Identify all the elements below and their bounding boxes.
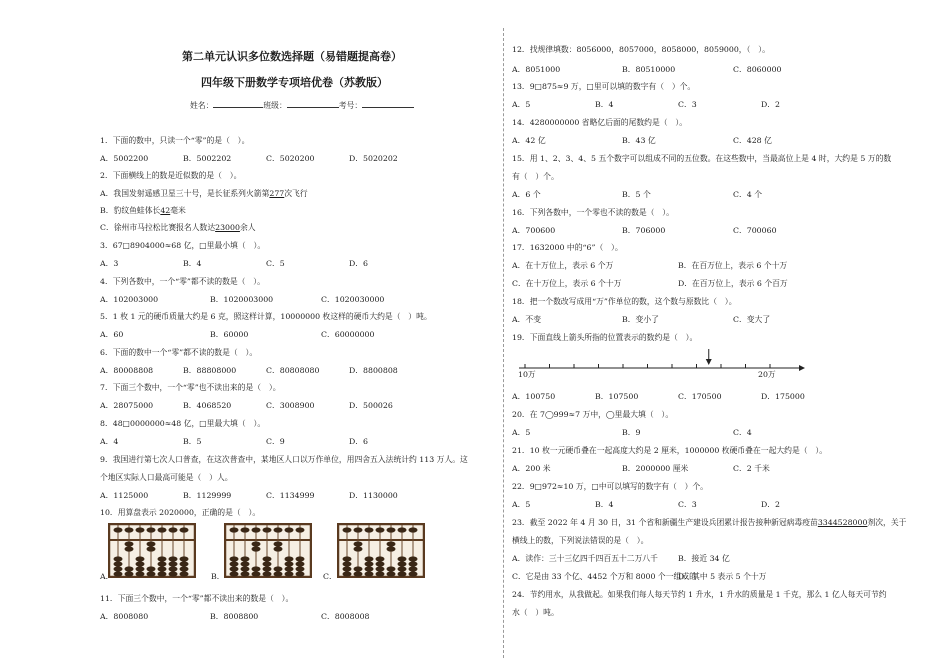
- q3-option-b: B．4: [183, 259, 202, 268]
- q13-option-d: D．2: [761, 100, 781, 109]
- abacus-a-image: [108, 523, 196, 578]
- q17-stem: 17．1632000 中的“6”（ ）。: [512, 243, 623, 252]
- q21-stem: 21．10 枚一元硬币叠在一起高度大约是 2 厘米，1000000 枚硬币叠在一起大约是（ ）。: [512, 446, 828, 455]
- abacus-c-image: [337, 523, 425, 578]
- q1-option-c: C．5020200: [266, 154, 315, 163]
- q10-option-b: B．: [211, 572, 225, 581]
- q6-stem: 6．下面的数中一个“零”都不读的数是（ ）。: [100, 348, 258, 357]
- q7-option-c: C．3008900: [266, 401, 315, 410]
- q2-option-c: C．徐州市马拉松比赛报名人数达23000余人: [100, 223, 256, 232]
- q15-option-c: C．4 个: [733, 190, 762, 199]
- q15-option-a: A．6 个: [512, 190, 541, 199]
- q3-option-c: C．5: [266, 259, 285, 268]
- q22-option-d: D．2: [761, 500, 781, 509]
- q19-option-b: B．107500: [595, 392, 639, 401]
- class-label: 班级：: [263, 101, 287, 110]
- q16-stem: 16．下列各数中，一个零也不读的数是（ ）。: [512, 208, 674, 217]
- q11-stem: 11．下面三个数中，一个“零”都不读出来的数是（ ）。: [100, 594, 294, 603]
- q19-axis-left-label: 10万: [518, 370, 536, 379]
- q5-option-a: A．60: [100, 330, 124, 339]
- q11-option-c: C．8008008: [321, 612, 370, 621]
- q21-option-c: C．2 千米: [733, 464, 770, 473]
- column-divider: [503, 28, 504, 658]
- q10-option-a: A．: [100, 572, 114, 581]
- q22-stem: 22．9□972≈10 万，□中可以填写的数字有（ ）个。: [512, 482, 708, 491]
- q21-option-b: B．2000000 厘米: [622, 464, 689, 473]
- q19-option-d: D．175000: [761, 392, 805, 401]
- q12-option-a: A．8051000: [512, 65, 561, 74]
- q4-option-a: A．102003000: [100, 295, 159, 304]
- q8-option-c: C．9: [266, 437, 285, 446]
- q8-option-d: D．6: [349, 437, 369, 446]
- q6-option-c: C．80808080: [266, 366, 320, 375]
- q14-stem: 14．4280000000 省略亿后面的尾数约是（ ）。: [512, 118, 688, 127]
- q7-option-b: B．4068520: [183, 401, 232, 410]
- q17-option-c: C．在十万位上，表示 6 个十万: [512, 279, 622, 288]
- q23-option-d: D．其中 5 表示 5 个十万: [678, 572, 767, 581]
- q15-stem-line1: 15．用 1、2、3、4、5 五个数字可以组成不同的五位数。在这些数中，当最高位上是 4 时，大约是 5 万的数: [512, 154, 892, 163]
- q5-stem: 5．1 枚 1 元的硬币质量大约是 6 克，照这样计算，10000000 枚这样的硬币大约是（ ）吨。: [100, 312, 432, 321]
- page-subtitle: 四年级下册数学专项培优卷（苏教版）: [201, 76, 388, 89]
- q22-option-c: C．3: [678, 500, 697, 509]
- q4-option-b: B．1020003000: [210, 295, 274, 304]
- q17-option-a: A．在十万位上，表示 6 个万: [512, 261, 614, 270]
- q8-option-a: A．4: [100, 437, 119, 446]
- q10-option-c: C．: [323, 572, 337, 581]
- q3-option-a: A．3: [100, 259, 119, 268]
- q1-option-d: D．5020202: [349, 154, 398, 163]
- q13-stem: 13．9□875≈9 万，□里可以填的数字有（ ）个。: [512, 82, 696, 91]
- q14-option-c: C．428 亿: [733, 136, 772, 145]
- q22-option-a: A．5: [512, 500, 531, 509]
- q9-option-b: B．1129999: [183, 491, 232, 500]
- q22-option-b: B．4: [595, 500, 614, 509]
- q12-stem: 12．找规律填数：8056000，8057000，8058000，8059000，（ ）。: [512, 45, 770, 54]
- q18-option-a: A．不变: [512, 315, 542, 324]
- page-title: 第二单元认识多位数选择题（易错题提高卷）: [182, 50, 402, 63]
- q9-option-c: C．1134999: [266, 491, 315, 500]
- q3-stem: 3．67□8904000≈68 亿，□里最小填（ ）。: [100, 241, 266, 250]
- q19-axis-right-label: 20万: [758, 370, 776, 379]
- q7-option-a: A．28075000: [100, 401, 154, 410]
- q23-stem-line2: 横线上的数，下列说法错误的是（ ）。: [512, 536, 649, 545]
- q16-option-b: B．706000: [622, 226, 666, 235]
- q16-option-a: A．700600: [512, 226, 556, 235]
- abacus-b-image: [224, 523, 312, 578]
- q14-option-a: A．42 亿: [512, 136, 546, 145]
- q15-option-b: B．5 个: [622, 190, 651, 199]
- q20-option-b: B．9: [622, 428, 641, 437]
- q6-option-b: B．88808000: [183, 366, 237, 375]
- q15-stem-line2: 有（ ）个。: [512, 172, 559, 181]
- q12-option-c: C．8060000: [733, 65, 782, 74]
- q13-option-a: A．5: [512, 100, 531, 109]
- q7-stem: 7．下面三个数中，一个“零”也不读出来的是（ ）。: [100, 383, 281, 392]
- q20-option-c: C．4: [733, 428, 752, 437]
- q17-option-b: B．在百万位上，表示 6 个十万: [678, 261, 788, 270]
- q14-option-b: B．43 亿: [622, 136, 656, 145]
- q2-option-b: B．豹纹鱼蛙体长42毫米: [100, 206, 186, 215]
- q18-stem: 18．把一个数改写成用“万”作单位的数，这个数与原数比（ ）。: [512, 297, 737, 306]
- q7-option-d: D．500026: [349, 401, 393, 410]
- q5-option-b: B．60000: [210, 330, 249, 339]
- q9-option-a: A．1125000: [100, 491, 149, 500]
- q23-option-a: A．读作：三十三亿四千四百五十二万八千: [512, 554, 658, 563]
- q9-stem-line2: 个地区实际人口最高可能是（ ）人。: [100, 473, 233, 482]
- q2-option-a: A．我国发射遥感卫星三十号，是长征系列火箭第277次飞行: [100, 189, 308, 198]
- q6-option-a: A．80008808: [100, 366, 154, 375]
- q23-option-c: C．它是由 33 个亿、4452 个万和 8000 个一组成的: [512, 572, 697, 581]
- q19-option-c: C．170500: [678, 392, 722, 401]
- q19-stem: 19．下面直线上箭头所指的位置表示的数约是（ ）。: [512, 333, 698, 342]
- q20-option-a: A．5: [512, 428, 531, 437]
- q9-stem-line1: 9．我国进行第七次人口普查，在这次普查中，某地区人口以万作单位，用四舍五入法统计约 113 万人。这: [100, 455, 468, 464]
- q6-option-d: D．8800808: [349, 366, 398, 375]
- q9-option-d: D．1130000: [349, 491, 398, 500]
- q24-stem-line2: 水（ ）吨。: [512, 608, 559, 617]
- q17-option-d: D．在百万位上，表示 6 个百万: [678, 279, 788, 288]
- name-label: 姓名：: [190, 101, 214, 110]
- q1-option-b: B．5002202: [183, 154, 232, 163]
- q4-option-c: C．1020030000: [321, 295, 385, 304]
- q1-option-a: A．5002200: [100, 154, 149, 163]
- q8-stem: 8．48□0000000≈48 亿，□里最大填（ ）。: [100, 419, 266, 428]
- q20-stem: 20．在 7◯999≈7 万中，◯里最大填（ ）。: [512, 410, 674, 419]
- q24-stem-line1: 24．节约用水，从我做起。如果我们每人每天节约 1 升水，1 升水的质量是 1 千克，那么 1 亿人每天可节约: [512, 590, 887, 599]
- q13-option-c: C．3: [678, 100, 697, 109]
- name-field[interactable]: [213, 99, 263, 108]
- q21-option-a: A．200 米: [512, 464, 551, 473]
- q1-stem: 1．下面的数中，只读一个“零”的是（ ）。: [100, 136, 250, 145]
- q18-option-b: B．变小了: [622, 315, 659, 324]
- q19-option-a: A．100750: [512, 392, 556, 401]
- q8-option-b: B．5: [183, 437, 202, 446]
- q23-option-b: B．接近 34 亿: [678, 554, 730, 563]
- q18-option-c: C．变大了: [733, 315, 771, 324]
- q12-option-b: B．80510000: [622, 65, 676, 74]
- class-field[interactable]: [287, 99, 339, 108]
- number-field[interactable]: [362, 99, 414, 108]
- q16-option-c: C．700060: [733, 226, 777, 235]
- number-label: 考号：: [338, 101, 363, 110]
- q4-stem: 4．下列各数中，一个“零”都不读的数是（ ）。: [100, 277, 265, 286]
- q13-option-b: B．4: [595, 100, 614, 109]
- q10-stem: 10．用算盘表示 2020000，正确的是（ ）。: [100, 508, 261, 517]
- q2-stem: 2．下面横线上的数是近似数的是（ ）。: [100, 171, 242, 180]
- q11-option-b: B．8008800: [210, 612, 259, 621]
- q23-stem-line1: 23．截至 2022 年 4 月 30 日，31 个省和新疆生产建设兵团累计报告接种新冠病毒疫苗3344528000剂次，关于: [512, 518, 907, 527]
- q3-option-d: D．6: [349, 259, 369, 268]
- q11-option-a: A．8008080: [100, 612, 149, 621]
- q5-option-c: C．60000000: [321, 330, 375, 339]
- student-info-line: [190, 99, 414, 111]
